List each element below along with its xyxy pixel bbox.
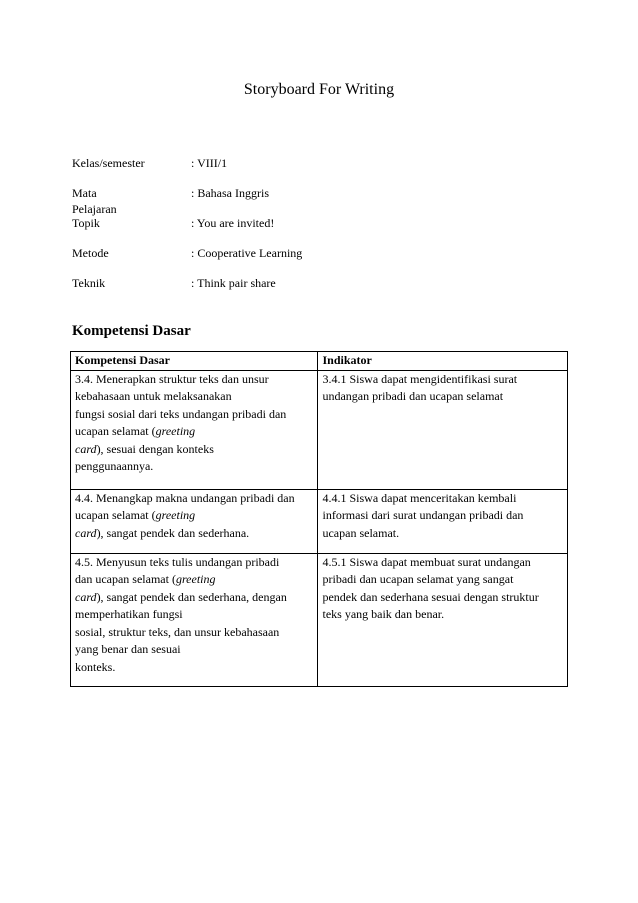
table-row [71,489,568,553]
competency-cell [71,370,318,489]
cell-line: yang benar dan sesuai [75,642,181,656]
info-value: : Cooperative Learning [191,246,303,260]
cell-line: 4.4. Menangkap makna undangan pribadi dan [75,490,295,505]
cell-line: informasi dari surat undangan pribadi dan [322,508,524,522]
cell-line: fungsi sosial dari teks undangan pribadi dan [75,406,287,421]
cell-line: 4.5. Menyusun teks tulis undangan pribadi [75,554,280,569]
document-title: Storyboard For Writing [243,81,395,98]
cell-line: teks yang baik dan benar. [322,607,445,621]
info-value: : Think pair share [191,276,276,290]
cell-line: memperhatikan fungsi [75,607,183,621]
emphasis: greeting [155,424,196,438]
info-value: : Bahasa Inggris [191,186,269,200]
competency-cell [71,553,318,686]
info-value: : You are invited! [191,216,275,230]
info-value: : VIII/1 [191,156,228,170]
indicator-cell [318,553,568,686]
cell-line: konteks. [75,659,116,674]
table-row [71,370,568,489]
emphasis: card [75,441,97,456]
cell-line: 3.4.1 Siswa dapat mengidentifikasi surat [322,371,518,386]
indicator-cell [318,370,568,489]
cell-line: ucapan selamat (greeting [75,424,196,438]
header-competency: Kompetensi Dasar [71,352,318,371]
header-indicator: Indikator [318,352,568,371]
section-heading: Kompetensi Dasar [72,323,191,339]
info-label: Kelas/semester [72,156,145,170]
info-label: Metode [72,246,109,260]
info-label: Mata Pelajaran [72,186,117,216]
emphasis: greeting [155,508,196,522]
cell-line: card), sesuai dengan konteks [75,441,214,456]
cell-line: ucapan selamat. [322,525,400,540]
info-label: Topik [72,216,100,230]
cell-line: pribadi dan ucapan selamat yang sangat [322,572,514,586]
emphasis: card [75,525,97,540]
cell-line: undangan pribadi dan ucapan selamat [322,389,504,403]
cell-line: pendek dan sederhana sesuai dengan struktur [322,589,539,604]
cell-line: card), sangat pendek dan sederhana. [75,525,250,540]
table-header-row [71,352,568,371]
indicator-cell [318,489,568,553]
cell-line: 4.5.1 Siswa dapat membuat surat undangan [322,554,531,569]
competency-table [70,351,568,687]
info-label: Teknik [72,276,106,290]
competency-cell [71,489,318,553]
table-row [71,553,568,686]
emphasis: greeting [175,572,216,586]
cell-line: 3.4. Menerapkan struktur teks dan unsur [75,371,269,386]
cell-line: 4.4.1 Siswa dapat menceritakan kembali [322,490,517,505]
emphasis: card [75,589,97,604]
cell-line: kebahasaan untuk melaksanakan [75,389,232,403]
cell-line: dan ucapan selamat (greeting [75,572,216,586]
cell-line: ucapan selamat (greeting [75,508,196,522]
cell-line: card), sangat pendek dan sederhana, dengan [75,589,287,604]
cell-line: penggunaannya. [75,459,154,473]
cell-line: sosial, struktur teks, dan unsur kebahasaan [75,624,280,639]
